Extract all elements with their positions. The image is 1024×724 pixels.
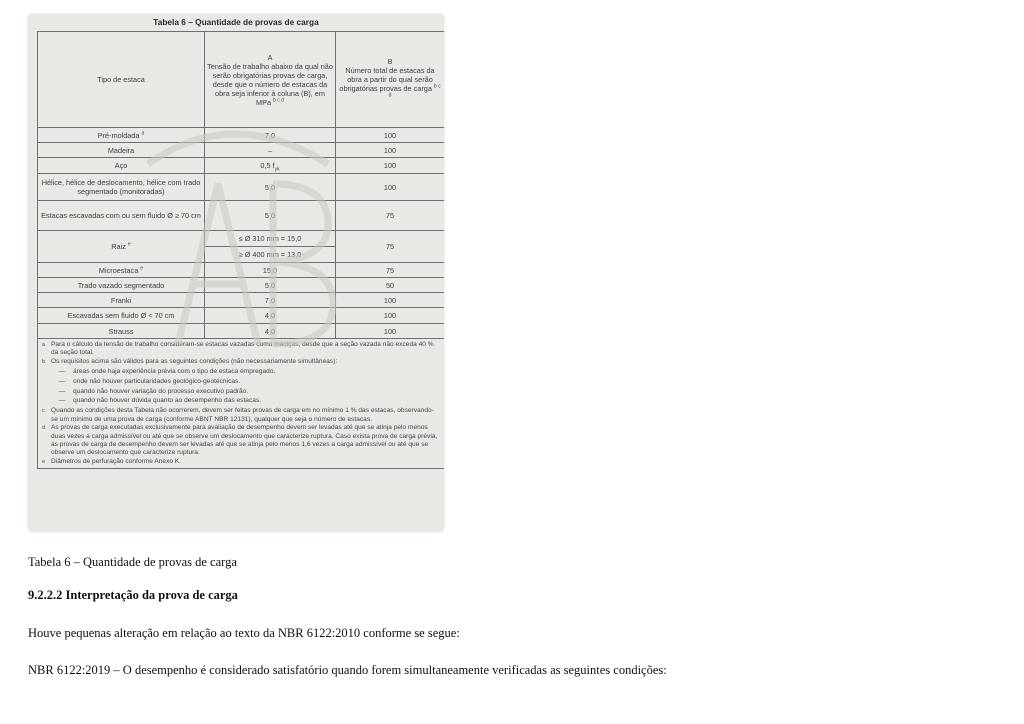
footnote-c: c Quando as condições desta Tabela não ocorrerem, devem ser feitas provas de carga em no mínimo 1 % das estacas, observando-se um mínimo de uma prova de carga (conforme ABNT NBR 12131), qualquer que seja o número de estacas. (42, 407, 434, 423)
row-value-b: 50 (336, 278, 445, 293)
row-value-a-sub2: ≥ Ø 400 mm = 13,0 (205, 247, 336, 263)
row-value-a-sub1: ≤ Ø 310 mm = 15,0 (205, 231, 336, 247)
footnote-bullet: — onde não houver particularidades geológico-geotécnicas. (58, 377, 241, 385)
header-a-sup: b c d (273, 97, 284, 104)
paragraph: Houve pequenas alteração em relação ao texto da NBR 6122:2010 conforme se segue: (28, 626, 460, 640)
row-tipo: Trado vazado segmentado (38, 278, 205, 293)
table-row-raiz (38, 231, 445, 247)
row-sup: a (141, 130, 145, 137)
row-tipo: Estacas escavadas com ou sem fluido Ø ≥ 70 cm (38, 201, 205, 231)
row-tipo: Escavadas sem fluido Ø < 70 cm (38, 308, 205, 324)
header-b-letter: B (387, 57, 393, 66)
header-b-text: Número total de estacas da obra a partir do qual serão obrigatórias provas de carga (339, 66, 435, 93)
row-tipo: Pré-moldada (97, 130, 140, 140)
footnote-a: a Para o cálculo da tensão de trabalho consideram-se estacas vazadas como maciças, desde que a seção vazada não exceda 40 % da seção total. (42, 341, 434, 357)
row-value-b: 100 (336, 293, 445, 308)
header-a-text: Tensão de trabalho abaixo da qual não serão obrigatórias provas de carga, desde que o número de estacas da obra seja inferior à coluna (B), em MPa (207, 61, 333, 107)
footnotes-row (38, 339, 445, 469)
table-row (38, 201, 445, 231)
scan-table-title: Tabela 6 – Quantidade de provas de carga (153, 17, 319, 27)
header-column-b (336, 32, 445, 128)
row-value-b: 100 (336, 143, 445, 158)
scanned-table-image (28, 14, 444, 532)
row-tipo: Raiz (111, 242, 126, 251)
paragraph: NBR 6122:2019 – O desempenho é considerado satisfatório quando forem simultaneamente verificadas as seguintes condições: (28, 663, 667, 677)
table-header-row (38, 32, 445, 128)
table-row (38, 293, 445, 308)
row-value-a (205, 158, 336, 174)
footnote-bullet: — áreas onde haja experiência prévia com o tipo de estaca empregado. (58, 367, 276, 375)
table-row (38, 308, 445, 324)
row-value-b: 100 (336, 158, 445, 174)
row-value-a: 15,0 (205, 263, 336, 278)
row-tipo: Microestaca (98, 265, 139, 275)
row-tipo: Aço (38, 158, 205, 174)
table-row (38, 263, 445, 278)
row-sup: e (127, 241, 131, 248)
row-value-a: 5,0 (205, 174, 336, 201)
table-row (38, 324, 445, 339)
row-value-a-sub: yk (274, 166, 280, 173)
row-value-b: 100 (336, 308, 445, 324)
footnote-bullet: — quando não houver dúvida quanto ao desempenho das estacas. (58, 397, 262, 405)
row-value-a: 4,0 (205, 308, 336, 324)
footnotes-cell (38, 339, 445, 469)
row-value-b: 100 (336, 324, 445, 339)
header-b-sup: b c d (388, 83, 441, 99)
header-a-letter: A (267, 52, 273, 62)
row-sup: e (140, 265, 144, 272)
row-tipo: Madeira (38, 143, 205, 158)
row-tipo: Hélice, hélice de deslocamento, hélice com trado segmentado (monitoradas) (38, 174, 205, 201)
header-column-a (205, 32, 336, 128)
table-caption: Tabela 6 – Quantidade de provas de carga (28, 555, 237, 569)
row-value-a-main: 0,5 f (260, 161, 275, 170)
header-tipo-de-estaca: Tipo de estaca (38, 32, 205, 128)
row-value-a: 5,0 (205, 201, 336, 231)
table-row (38, 278, 445, 293)
row-tipo: Strauss (38, 324, 205, 339)
table-row (38, 128, 445, 143)
row-tipo: Franki (38, 293, 205, 308)
footnote-e: e Diâmetros de perfuração conforme Anexo K. (42, 457, 182, 465)
table-row (38, 158, 445, 174)
row-value-a: – (205, 143, 336, 158)
row-value-a: 4,0 (205, 324, 336, 339)
footnote-b: b Os requisitos acima são válidos para as seguintes condições (não necessariamente simultâneas): (42, 357, 338, 365)
row-value-a: 7,0 (205, 128, 336, 143)
section-heading: 9.2.2.2 Interpretação da prova de carga (28, 588, 238, 602)
row-value-b: 75 (336, 201, 445, 231)
footnote-bullet: — quando não houver variação do processo executivo padrão. (58, 387, 249, 395)
table-row (38, 174, 445, 201)
footnote-d: d As provas de carga executadas exclusivamente para avaliação de desempenho devem ser levadas até que se atinja pelo menos duas vezes a carga admissível ou até que se observe um deslocamento que caracterize ruptura. Caso exista prova de carga prévia, as provas de carga de desempenho devem ser levadas até que se atinja pelo menos 1,6 vezes a carga admissível ou até que se observe um deslocamento que caracterize ruptura. (42, 424, 438, 457)
table-row (38, 143, 445, 158)
row-value-b: 100 (336, 128, 445, 143)
row-value-b: 100 (336, 174, 445, 201)
row-value-b: 75 (336, 263, 445, 278)
row-value-a: 7,0 (205, 293, 336, 308)
row-value-b: 75 (336, 231, 445, 263)
provas-de-carga-table (37, 31, 444, 469)
row-value-a: 5,0 (205, 278, 336, 293)
